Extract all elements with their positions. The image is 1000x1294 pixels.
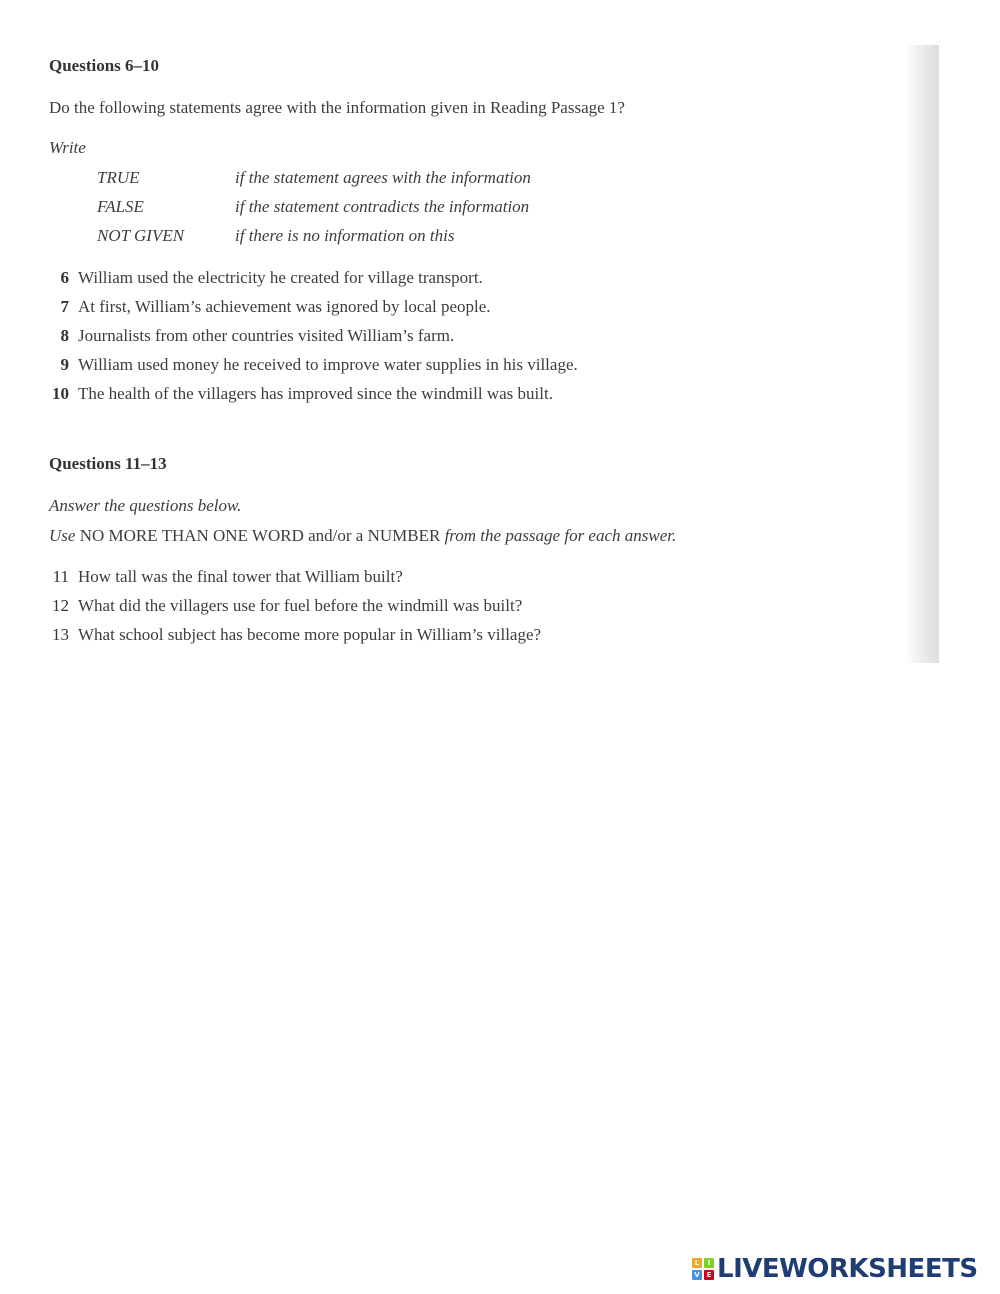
word-limit-emphasis: NO MORE THAN ONE WORD and/or a NUMBER [79, 526, 441, 545]
question-12 [49, 596, 522, 616]
answer-instruction: Answer the questions below. [49, 496, 242, 515]
question-8 [49, 326, 454, 346]
word-limit-suffix: from the passage for each answer. [440, 526, 677, 545]
logo-icon [692, 1258, 714, 1280]
key-term-false: FALSE [97, 197, 144, 216]
question-number: 6 [60, 268, 69, 287]
logo-icon-cell: I [704, 1258, 714, 1268]
logo-icon-cell: L [692, 1258, 702, 1268]
question-number: 13 [52, 625, 69, 644]
write-label: Write [49, 138, 86, 157]
question-10 [49, 384, 553, 404]
logo-icon-cell: E [704, 1270, 714, 1280]
question-text: The health of the villagers has improved since the windmill was built. [78, 384, 553, 403]
key-term-true: TRUE [97, 168, 140, 187]
question-number: 12 [52, 596, 69, 615]
question-number: 9 [60, 355, 69, 374]
question-text: What did the villagers use for fuel before the windmill was built? [78, 596, 523, 615]
question-9 [49, 355, 578, 375]
question-6 [49, 268, 483, 288]
key-desc-true: if the statement agrees with the information [235, 168, 531, 187]
question-text: Journalists from other countries visited William’s farm. [78, 326, 455, 345]
logo-text: LIVEWORKSHEETS [717, 1254, 978, 1284]
liveworksheets-logo [692, 1255, 978, 1283]
instruction-text: Do the following statements agree with the information given in Reading Passage 1? [49, 98, 625, 117]
key-desc-not-given: if there is no information on this [235, 226, 455, 245]
question-number: 11 [52, 567, 69, 586]
question-11 [49, 567, 403, 587]
key-term-not-given: NOT GIVEN [97, 226, 185, 245]
question-number: 10 [52, 384, 69, 403]
question-text: William used money he received to improve water supplies in his village. [78, 355, 578, 374]
word-limit-prefix: Use [49, 526, 80, 545]
key-desc-false: if the statement contradicts the information [235, 197, 530, 216]
section-heading-6-10: Questions 6–10 [49, 56, 160, 75]
question-text: William used the electricity he created for village transport. [78, 268, 483, 287]
question-number: 8 [60, 326, 69, 345]
question-text: How tall was the final tower that William built? [78, 567, 403, 586]
section-heading-11-13: Questions 11–13 [49, 454, 167, 473]
question-13 [49, 625, 541, 645]
question-7 [49, 297, 491, 317]
question-text: At first, William’s achievement was ignored by local people. [78, 297, 491, 316]
word-limit-instruction [49, 526, 676, 546]
logo-icon-cell: V [692, 1270, 702, 1280]
question-text: What school subject has become more popular in William’s village? [78, 625, 542, 644]
question-number: 7 [60, 297, 69, 316]
